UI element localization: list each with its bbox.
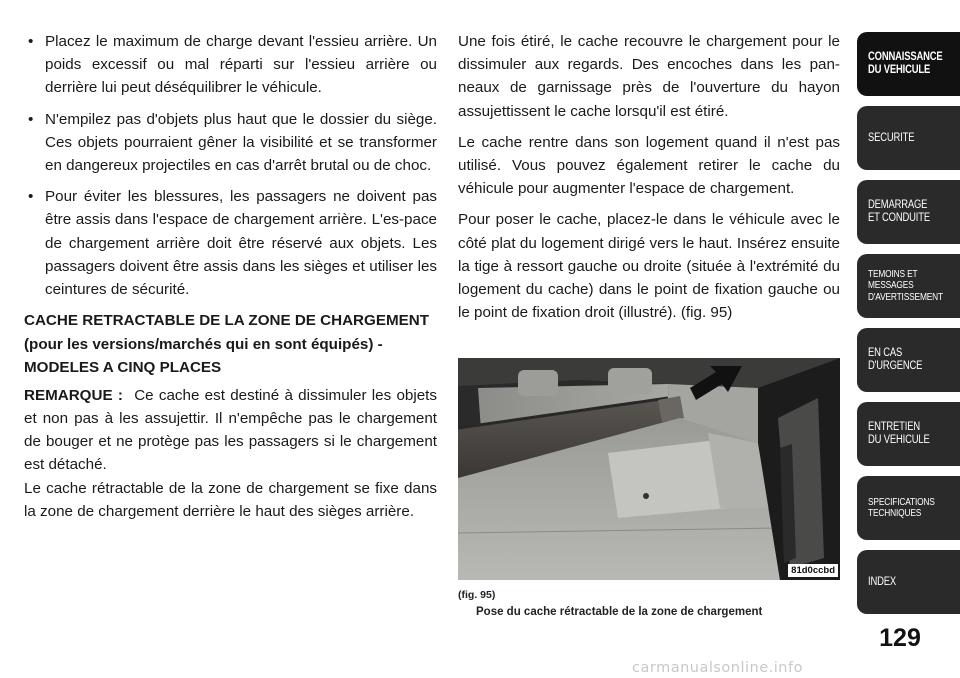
right-column: [458, 30, 840, 332]
bullet-list: [24, 30, 437, 301]
tab-label: SECURITE: [868, 131, 915, 144]
tab-demarrage-et-conduite[interactable]: [857, 180, 960, 244]
tab-label: EN CAS D'URGENCE: [868, 347, 923, 372]
left-column: [24, 30, 437, 531]
tab-label: TEMOINS ET MESSAGES D'AVERTISSEMENT: [868, 268, 943, 303]
tab-label: SPECIFICATIONS TECHNIQUES: [868, 496, 935, 519]
body-paragraph: Le cache rétractable de la zone de chargement se fixe dans la zone de chargement derrière le haut des sièges arrière.: [24, 479, 437, 520]
bullet-item: • N'empilez pas d'objets plus haut que le dossier du siège. Ces objets pourraient gêner la visibilité et se transformer en dangereux projectiles en cas d'arrêt brutal ou de choc.: [24, 108, 437, 178]
remark-paragraph: [24, 384, 437, 477]
tab-label: ENTRETIEN DU VEHICULE: [868, 421, 930, 446]
body-paragraph: Pour poser le cache, placez-le dans le véhicule avec le côté plat du logement dirigé vers le haut. Insérez ensuite la tige à ressort gauche ou droite (située à l'extrémité du logement du cache) dans le point de fixation gauche ou le point de fixation droit (illustré). (fig. 95): [458, 211, 840, 322]
tab-securite[interactable]: [857, 106, 960, 170]
bullet-item: • Placez le maximum de charge devant l'essieu arrière. Un poids excessif ou mal réparti sur l'essieu arrière ou derrière lui peut déséquilibrer le véhicule.: [24, 30, 437, 100]
watermark: carmanualsonline.info: [632, 660, 803, 676]
remark-text: Ce cache est destiné à dissimuler les objets et non pas à les assujettir. Il n'empêche pas le chargement de bouger et ne protège pas les passagers si le chargement est détaché.: [24, 386, 437, 474]
tab-label: DEMARRAGE ET CONDUITE: [868, 199, 930, 224]
tab-label: CONNAISSANCE DU VEHICULE: [868, 51, 943, 76]
tab-label: INDEX: [868, 575, 897, 588]
chapter-sidebar: [857, 32, 960, 624]
tab-specifications-techniques[interactable]: [857, 476, 960, 540]
tab-en-cas-d-urgence[interactable]: [857, 328, 960, 392]
figure-code: 81d0ccbd: [788, 564, 838, 577]
figure-caption: Pose du cache rétractable de la zone de chargement: [476, 606, 763, 618]
tab-temoins-et-messages[interactable]: [857, 254, 960, 318]
tab-index[interactable]: [857, 550, 960, 614]
cargo-cover-figure: [458, 358, 840, 580]
remark-label: REMARQUE :: [24, 386, 123, 404]
bullet-item: • Pour éviter les blessures, les passagers ne doivent pas être assis dans l'espace de chargement arrière. L'es-pace de chargement arrière doit être réservé aux objets. Les passagers doivent être assis dans les sièges et utiliser les ceintures de sécurité.: [24, 185, 437, 301]
page-number: 129: [879, 624, 921, 652]
tab-connaissance-du-vehicule[interactable]: [857, 32, 960, 96]
figure-reference: (fig. 95): [458, 589, 496, 601]
section-heading: CACHE RETRACTABLE DE LA ZONE DE CHARGEMENT (pour les versions/marchés qui en sont équipés) - MODELES A CINQ PLACES: [24, 312, 429, 377]
tab-entretien-du-vehicule[interactable]: [857, 402, 960, 466]
cargo-area-illustration: [458, 358, 840, 580]
body-paragraph: Le cache rentre dans son logement quand il n'est pas utilisé. Vous pouvez également retirer le cache du véhicule pour augmenter l'espace de chargement.: [458, 133, 840, 198]
body-paragraph: Une fois étiré, le cache recouvre le chargement pour le dissimuler aux regards. Des encoches dans les pan-neaux de garnissage près de l'ouverture du hayon assujettissent le cache lorsqu'il est étiré.: [458, 33, 840, 120]
